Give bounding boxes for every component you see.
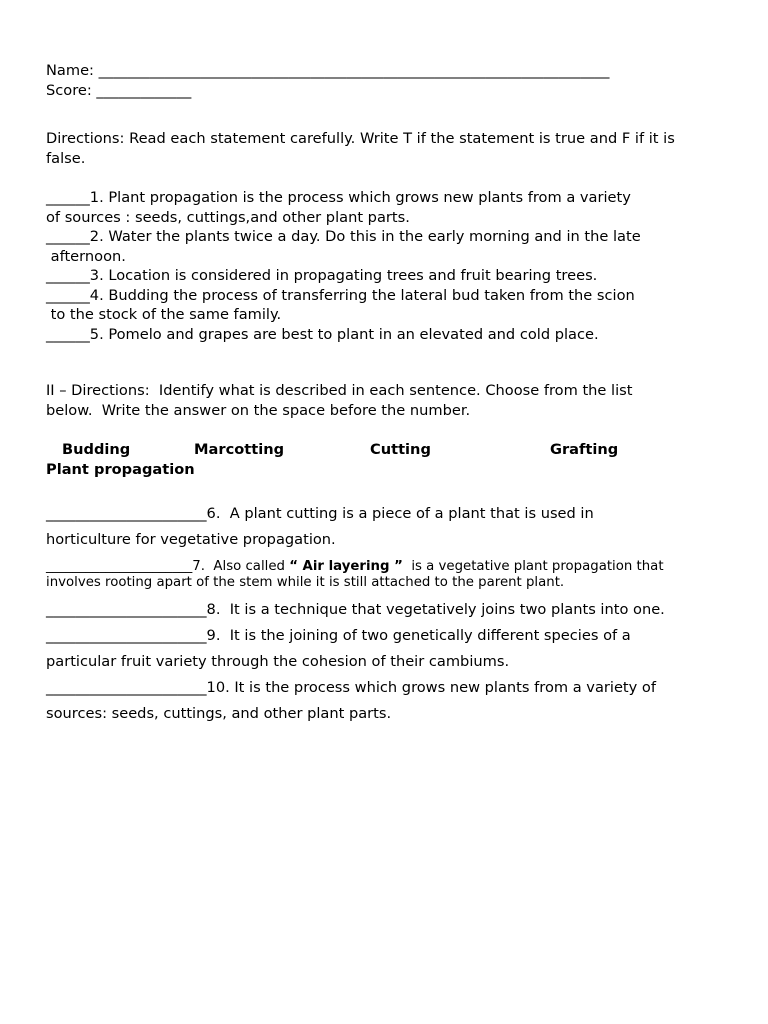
part2-directions-cont: below. Write the answer on the space before the number. — [46, 401, 471, 419]
tf-item-1: ______1. Plant propagation is the process which grows new plants from a variety — [46, 189, 631, 206]
part1-directions-cont: false. — [46, 149, 86, 167]
identification-list — [46, 501, 736, 727]
question-7 — [46, 559, 736, 575]
question-7-term: “ Air layering ” — [289, 559, 403, 574]
tf-item-2: ______2. Water the plants twice a day. Do this in the early morning and in the late — [46, 228, 641, 245]
question-6-cont: horticulture for vegetative propagation. — [46, 531, 336, 548]
question-9: ______________________9. It is the joining of two genetically different species of a — [46, 627, 631, 644]
score-line: Score: _____________ — [46, 81, 192, 99]
question-8: ______________________8. It is a technique that vegetatively joins two plants into one. — [46, 601, 665, 618]
question-6: ______________________6. A plant cutting is a piece of a plant that is used in — [46, 505, 594, 522]
choice-plant-propagation: Plant propagation — [46, 460, 195, 478]
tf-item-4-cont: to the stock of the same family. — [46, 306, 282, 323]
choice-list — [46, 440, 736, 479]
part1-directions: Directions: Read each statement carefully. Write T if the statement is true and F if it is — [46, 130, 675, 147]
question-10: ______________________10. It is the process which grows new plants from a variety of — [46, 679, 656, 696]
worksheet — [46, 61, 736, 727]
tf-item-5: ______5. Pomelo and grapes are best to plant in an elevated and cold place. — [46, 325, 599, 343]
question-7-prefix: ______________________7. Also called — [46, 559, 290, 574]
name-line: Name: ______________________________________________________________________ — [46, 62, 610, 79]
tf-item-4: ______4. Budding the process of transferring the lateral bud taken from the scion — [46, 286, 635, 304]
tf-item-1-cont: of sources : seeds, cuttings,and other plant parts. — [46, 208, 410, 226]
question-9-cont: particular fruit variety through the cohesion of their cambiums. — [46, 653, 510, 670]
tf-item-2-cont: afternoon. — [46, 247, 126, 265]
question-7-suffix: is a vegetative plant propagation that — [402, 559, 664, 574]
choice-budding: Budding — [62, 441, 131, 458]
choice-grafting: Grafting — [550, 441, 619, 458]
question-7-cont: involves rooting apart of the stem while it is still attached to the parent plant. — [46, 574, 565, 590]
choice-marcotting: Marcotting — [194, 441, 285, 458]
choice-cutting: Cutting — [370, 441, 431, 458]
part2-directions: II – Directions: Identify what is described in each sentence. Choose from the list — [46, 382, 633, 399]
true-false-list — [46, 188, 736, 344]
tf-item-3: ______3. Location is considered in propagating trees and fruit bearing trees. — [46, 267, 598, 284]
question-10-cont: sources: seeds, cuttings, and other plant parts. — [46, 705, 392, 722]
